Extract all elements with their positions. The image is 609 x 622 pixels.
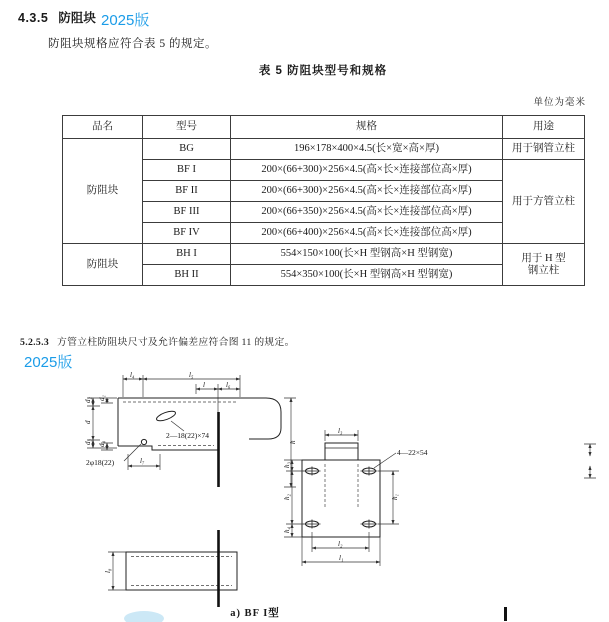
dim-label-d3: d₃ <box>84 439 92 445</box>
highlight-ellipse <box>124 611 164 622</box>
table-header-row <box>63 116 585 139</box>
model-cell: BH I <box>143 244 231 265</box>
spec-cell: 554×150×100(长×H 型钢高×H 型钢宽) <box>231 244 503 265</box>
group-cell: 防阻块 <box>63 244 143 286</box>
dim-label-d1: d₁ <box>98 395 106 401</box>
model-cell: BF I <box>143 160 231 181</box>
slot-crosshair <box>304 467 321 476</box>
slot-crosshair <box>304 520 321 529</box>
dim-label-h3: h₃ <box>283 462 291 468</box>
group-cell: 防阻块 <box>63 139 143 244</box>
slot-note: 2—18(22)×74 <box>166 431 209 440</box>
dim-label-l1: l₁ <box>339 554 344 562</box>
usage-cell <box>503 244 585 286</box>
dim-label-h4: h₄ <box>283 527 291 533</box>
model-cell: BF IV <box>143 223 231 244</box>
slot-crosshair <box>361 520 378 529</box>
header-pinming: 品名 <box>63 116 143 139</box>
model-cell: BG <box>143 139 231 160</box>
dim-label-l5: l₅ <box>189 372 194 379</box>
front-view-fold-dashes <box>325 464 358 508</box>
slot-crosshair <box>361 467 378 476</box>
dim-label-l8: l₈ <box>104 568 112 573</box>
slot-hole <box>155 409 176 422</box>
model-cell: BF II <box>143 181 231 202</box>
table-row <box>63 139 585 160</box>
front-view-plate <box>302 460 380 537</box>
usage-line-1: 用于 H 型 <box>521 252 566 264</box>
spec-cell: 200×(66+300)×256×4.5(高×长×连接部位高×厚) <box>231 181 503 202</box>
dim-label-l2: l₂ <box>338 540 343 548</box>
slot-leader <box>171 421 184 431</box>
spec-cell: 200×(66+400)×256×4.5(高×长×连接部位高×厚) <box>231 223 503 244</box>
dim-label-l7: l₇ <box>140 457 145 465</box>
dim-label-h2: h₂ <box>283 494 291 500</box>
page-tick-mark <box>504 607 507 621</box>
table-caption: 表 5 防阻块型号和规格 <box>258 65 388 77</box>
front-view-tab <box>325 443 358 460</box>
dim-label-l: l <box>203 381 205 389</box>
dim-label-l6: l₆ <box>226 381 231 389</box>
side-view-flange <box>240 398 281 439</box>
section-5253 <box>20 334 295 348</box>
figure-bf1-drawing <box>0 372 609 622</box>
hole-note: 2φ18(22) <box>86 458 115 467</box>
edge-dimension-marks <box>584 444 596 478</box>
header-yongtu: 用途 <box>503 116 585 139</box>
usage-cell: 用于钢管立柱 <box>503 139 585 160</box>
dim-label-l3: l₃ <box>338 427 343 435</box>
table-row <box>63 244 585 265</box>
figure-caption: a) BF I型 <box>230 608 280 619</box>
header-guige: 规格 <box>231 116 503 139</box>
model-cell: BH II <box>143 265 231 286</box>
side-view-body <box>118 398 240 450</box>
section-heading <box>18 8 96 26</box>
section-title: 防阻块 <box>58 11 96 25</box>
spec-cell: 554×350×100(长×H 型钢高×H 型钢宽) <box>231 265 503 286</box>
front-hole-note: 4—22×54 <box>397 448 428 457</box>
spec-cell: 196×178×400×4.5(长×宽×高×厚) <box>231 139 503 160</box>
section-5253-number: 5.2.5.3 <box>20 337 50 348</box>
front-view-slots <box>304 467 378 529</box>
usage-line-2: 钢立柱 <box>527 264 560 276</box>
dim-label-h: h <box>289 440 297 444</box>
header-xinghao: 型号 <box>143 116 231 139</box>
section-5253-body: 方管立柱防阻块尺寸及允许偏差应符合图 11 的规定。 <box>57 337 295 348</box>
dim-label-d2: d₂ <box>84 397 92 403</box>
dim-extension-lines <box>123 375 240 412</box>
paragraph-435: 防阻块规格应符合表 5 的规定。 <box>48 38 217 50</box>
spec-table <box>62 115 585 286</box>
bottom-view-plate <box>126 552 237 590</box>
dim-label-l4: l₄ <box>130 372 135 379</box>
model-cell: BF III <box>143 202 231 223</box>
section-number: 4.3.5 <box>18 11 49 25</box>
version-badge-top: 2025版 <box>101 12 150 29</box>
spec-cell: 200×(66+350)×256×4.5(高×长×连接部位高×厚) <box>231 202 503 223</box>
dim-label-h1: h₁ <box>391 494 399 500</box>
bottom-view-fold-dashes <box>131 557 232 586</box>
dim-label-d4: d₄ <box>98 441 106 447</box>
usage-cell: 用于方管立柱 <box>503 160 585 244</box>
dim-label-d: d <box>84 420 92 424</box>
round-hole <box>141 439 146 444</box>
hole-leader <box>124 444 141 461</box>
version-badge-bottom: 2025版 <box>24 354 73 371</box>
spec-cell: 200×(66+300)×256×4.5(高×长×连接部位高×厚) <box>231 160 503 181</box>
unit-note: 单位为毫米 <box>533 98 586 108</box>
